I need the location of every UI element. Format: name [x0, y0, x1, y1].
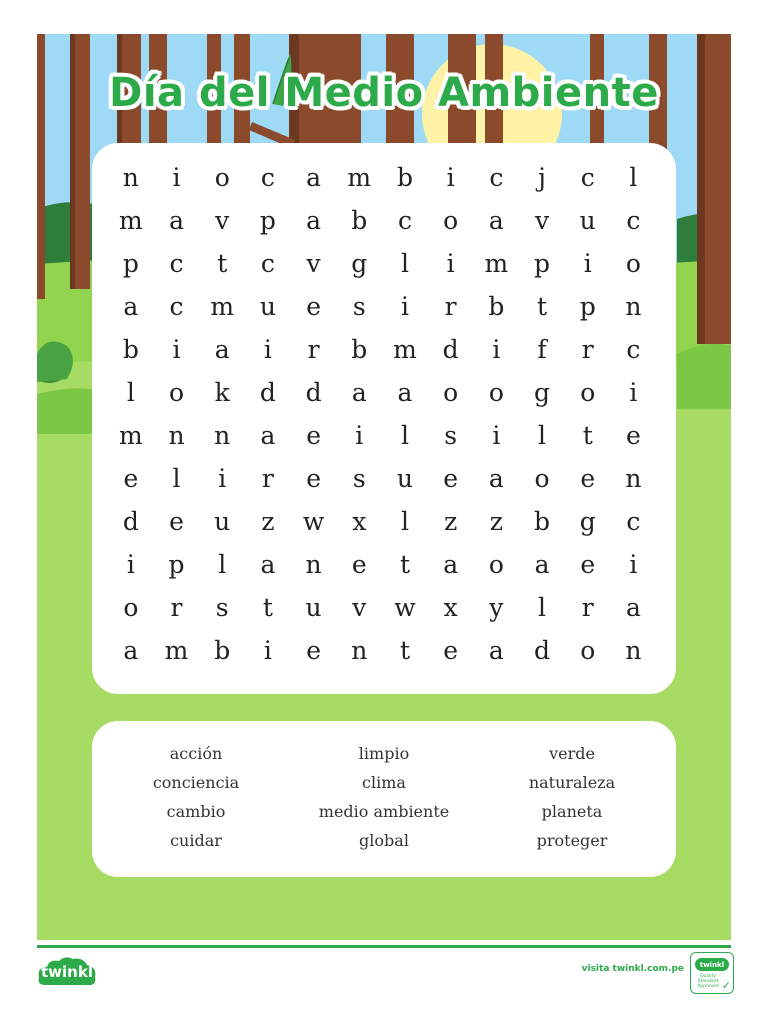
grid-letter: c: [169, 292, 184, 321]
grid-letter: z: [489, 507, 503, 536]
grid-letter: v: [534, 206, 550, 235]
logo-text: twinkl: [41, 963, 93, 981]
grid-letter: l: [538, 421, 547, 450]
grid-letter: m: [484, 249, 509, 278]
grid-letter: i: [172, 335, 181, 364]
grid-letter: m: [210, 292, 235, 321]
grid-letter: c: [169, 249, 184, 278]
grid-letter: c: [397, 206, 412, 235]
grid-letter: s: [352, 464, 366, 493]
grid-letter: a: [488, 636, 504, 665]
grid-letter: i: [355, 421, 364, 450]
grid-letter: r: [261, 464, 274, 493]
grid-letter: v: [352, 593, 367, 622]
grid-letter: a: [123, 636, 139, 665]
grid-letter: g: [351, 249, 368, 278]
grid-letter: m: [118, 421, 143, 450]
word-list-item: global: [359, 831, 409, 850]
grid-letter: a: [443, 550, 459, 579]
grid-letter: p: [122, 249, 139, 278]
grid-letter: k: [214, 378, 230, 407]
footer-divider: [37, 945, 731, 948]
word-list-item: naturaleza: [528, 773, 616, 792]
grid-letter: e: [123, 464, 139, 493]
grid-letter: i: [583, 249, 592, 278]
grid-letter: e: [306, 292, 321, 321]
grid-letter: b: [351, 335, 368, 364]
grid-letter: c: [626, 206, 641, 235]
grid-letter: b: [534, 507, 551, 536]
grid-letter: r: [581, 335, 594, 364]
grid-letter: u: [214, 507, 231, 536]
grid-letter: e: [626, 421, 641, 450]
grid-letter: c: [626, 507, 641, 536]
grid-letter: n: [625, 464, 642, 493]
grid-letter: r: [307, 335, 320, 364]
grid-letter: e: [580, 464, 596, 493]
word-search-panel: [92, 143, 676, 694]
grid-letter: m: [347, 163, 372, 192]
grid-letter: d: [534, 636, 551, 665]
grid-letter: o: [580, 636, 596, 665]
grid-letter: m: [118, 206, 143, 235]
grid-letter: s: [215, 593, 229, 622]
grid-letter: i: [492, 421, 501, 450]
grid-letter: l: [629, 163, 638, 192]
grid-letter: i: [629, 378, 638, 407]
badge-subtitle: Quality Standard Approved: [697, 974, 719, 989]
grid-letter: l: [538, 593, 547, 622]
grid-letter: m: [393, 335, 417, 364]
grid-letter: n: [625, 636, 642, 665]
grid-letter: l: [126, 378, 135, 407]
grid-letter: x: [443, 593, 458, 622]
grid-letter: b: [122, 335, 139, 364]
word-list-item: acción: [169, 744, 223, 763]
grid-letter: i: [446, 249, 455, 278]
grid-letter: i: [263, 335, 272, 364]
grid-letter: d: [442, 335, 459, 364]
grid-letter: a: [169, 206, 184, 235]
grid-letter: d: [305, 378, 322, 407]
grid-letter: n: [351, 636, 368, 665]
grid-letter: o: [214, 163, 230, 192]
grid-letter: o: [169, 378, 185, 407]
grid-letter: r: [581, 593, 594, 622]
badge-title: twinkl: [695, 958, 729, 971]
word-list-item: limpio: [358, 744, 410, 763]
quality-badge: [690, 952, 734, 994]
grid-letter: t: [217, 249, 228, 278]
word-list-item: verde: [549, 744, 595, 763]
word-list-item: proteger: [536, 831, 608, 850]
grid-letter: p: [259, 206, 276, 235]
grid-letter: a: [123, 292, 139, 321]
grid-letter: a: [306, 163, 322, 192]
grid-letter: t: [262, 593, 273, 622]
grid-letter: b: [214, 636, 231, 665]
grid-letter: o: [123, 593, 139, 622]
letter-grid: [108, 156, 656, 672]
grid-letter: p: [534, 249, 551, 278]
grid-letter: i: [172, 163, 181, 192]
grid-letter: b: [351, 206, 368, 235]
grid-letter: n: [214, 421, 231, 450]
grid-letter: r: [444, 292, 457, 321]
grid-letter: m: [164, 636, 189, 665]
grid-letter: b: [396, 163, 413, 192]
grid-letter: e: [306, 421, 321, 450]
grid-letter: n: [168, 421, 185, 450]
word-list-item: medio ambiente: [318, 802, 450, 821]
grid-letter: l: [218, 550, 227, 579]
grid-letter: o: [443, 378, 459, 407]
grid-letter: i: [126, 550, 135, 579]
word-list-item: cambio: [166, 802, 226, 821]
grid-letter: a: [260, 421, 276, 450]
grid-letter: o: [443, 206, 459, 235]
grid-letter: e: [306, 464, 321, 493]
visit-link[interactable]: visita twinkl.com.pe: [581, 964, 684, 974]
grid-letter: c: [580, 163, 595, 192]
grid-letter: o: [625, 249, 641, 278]
grid-letter: i: [629, 550, 638, 579]
grid-letter: i: [446, 163, 455, 192]
word-list-item: clima: [362, 773, 406, 792]
grid-letter: a: [260, 550, 276, 579]
grid-letter: i: [400, 292, 409, 321]
word-list-item: planeta: [541, 802, 603, 821]
grid-letter: n: [625, 292, 642, 321]
grid-letter: e: [443, 636, 459, 665]
grid-letter: a: [625, 593, 641, 622]
grid-letter: g: [534, 378, 551, 407]
grid-letter: w: [394, 593, 416, 622]
grid-letter: a: [351, 378, 367, 407]
grid-letter: o: [488, 378, 504, 407]
word-list-item: conciencia: [152, 773, 240, 792]
grid-letter: t: [399, 550, 410, 579]
grid-letter: e: [580, 550, 596, 579]
grid-letter: a: [214, 335, 230, 364]
grid-letter: v: [215, 206, 230, 235]
grid-letter: b: [488, 292, 505, 321]
grid-letter: x: [352, 507, 367, 536]
grid-letter: f: [537, 335, 547, 364]
word-list: [92, 739, 676, 855]
grid-letter: d: [259, 378, 276, 407]
grid-letter: e: [351, 550, 367, 579]
page-title: Día del Medio Ambiente: [109, 70, 659, 116]
grid-letter: t: [399, 636, 410, 665]
grid-letter: l: [172, 464, 181, 493]
grid-letter: n: [305, 550, 322, 579]
grid-letter: z: [444, 507, 458, 536]
grid-letter: p: [168, 550, 185, 579]
grid-letter: i: [492, 335, 501, 364]
grid-letter: a: [534, 550, 550, 579]
grid-letter: c: [260, 249, 275, 278]
grid-letter: e: [306, 636, 321, 665]
grid-letter: l: [400, 421, 409, 450]
word-list-panel: [92, 721, 676, 877]
grid-letter: c: [489, 163, 504, 192]
grid-letter: r: [170, 593, 183, 622]
grid-letter: g: [579, 507, 596, 536]
grid-letter: u: [259, 292, 276, 321]
grid-letter: a: [488, 206, 504, 235]
grid-letter: p: [579, 292, 596, 321]
grid-letter: e: [443, 464, 459, 493]
grid-letter: o: [580, 378, 596, 407]
grid-letter: d: [122, 507, 139, 536]
grid-letter: z: [261, 507, 275, 536]
grid-letter: n: [122, 163, 139, 192]
grid-letter: y: [489, 593, 504, 622]
grid-letter: j: [538, 163, 546, 192]
grid-letter: u: [579, 206, 596, 235]
grid-letter: s: [352, 292, 366, 321]
grid-letter: o: [488, 550, 504, 579]
grid-letter: l: [400, 249, 409, 278]
grid-letter: t: [582, 421, 593, 450]
grid-letter: i: [263, 636, 272, 665]
grid-letter: e: [169, 507, 184, 536]
grid-letter: a: [306, 206, 322, 235]
grid-letter: a: [397, 378, 413, 407]
grid-letter: u: [396, 464, 414, 493]
grid-letter: s: [444, 421, 458, 450]
grid-letter: o: [534, 464, 550, 493]
grid-letter: v: [306, 249, 321, 278]
word-list-item: cuidar: [170, 831, 222, 850]
grid-letter: a: [488, 464, 504, 493]
grid-letter: c: [260, 163, 275, 192]
checkmark-icon: ✓: [721, 979, 731, 992]
grid-letter: i: [218, 464, 227, 493]
twinkl-logo[interactable]: [37, 955, 97, 989]
grid-letter: l: [400, 507, 409, 536]
grid-letter: u: [305, 593, 322, 622]
grid-letter: w: [302, 507, 325, 536]
grid-letter: c: [626, 335, 641, 364]
grid-letter: t: [537, 292, 548, 321]
